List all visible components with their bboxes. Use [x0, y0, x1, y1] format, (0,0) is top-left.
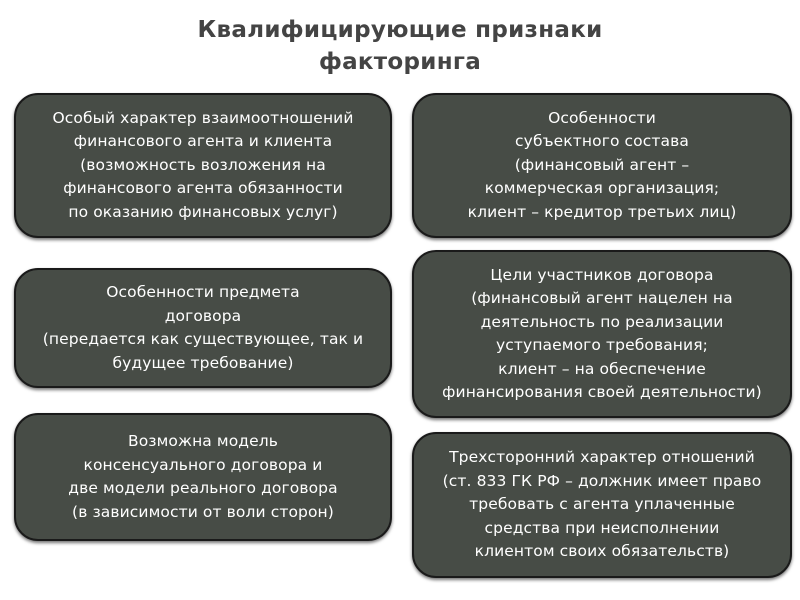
feature-box-text: Трехсторонний характер отношений (ст. 833 ГК РФ – должник имеет право требовать с агента уплаченные средства при неисполнении клиентом своих обязательств): [442, 448, 762, 561]
feature-box-text: Цели участников договора (финансовый агент нацелен на деятельность по реализации уступаемого требования; клиент – на обеспечение финансирования своей деятельности): [442, 265, 762, 401]
slide-title: [0, 14, 800, 78]
feature-box-tripartite-relations: [412, 432, 792, 578]
feature-box-text: Особенности предмета договора (передается как существующее, так и будущее требование): [42, 283, 364, 372]
slide-title-line-1: Квалифицирующие признаки: [197, 17, 603, 43]
feature-box-participants-goals: [412, 250, 792, 418]
feature-box-subject-composition: [412, 93, 792, 238]
feature-box-contract-models: [14, 413, 392, 541]
slide-title-line-2: факторинга: [318, 49, 482, 75]
feature-box-relationship-character: [14, 93, 392, 238]
feature-box-text: Особенности субъектного состава (финансовый агент – коммерческая организация; клиент – кредитор третьих лиц): [467, 108, 737, 221]
feature-box-text: Особый характер взаимоотношений финансового агента и клиента (возможность возложения на финансового агента обязанности по оказанию финансовых услуг): [52, 108, 354, 221]
feature-box-text: Возможна модель консенсуального договора и две модели реального договора (в зависимости от воли сторон): [68, 432, 338, 521]
feature-box-contract-subject: [14, 268, 392, 388]
